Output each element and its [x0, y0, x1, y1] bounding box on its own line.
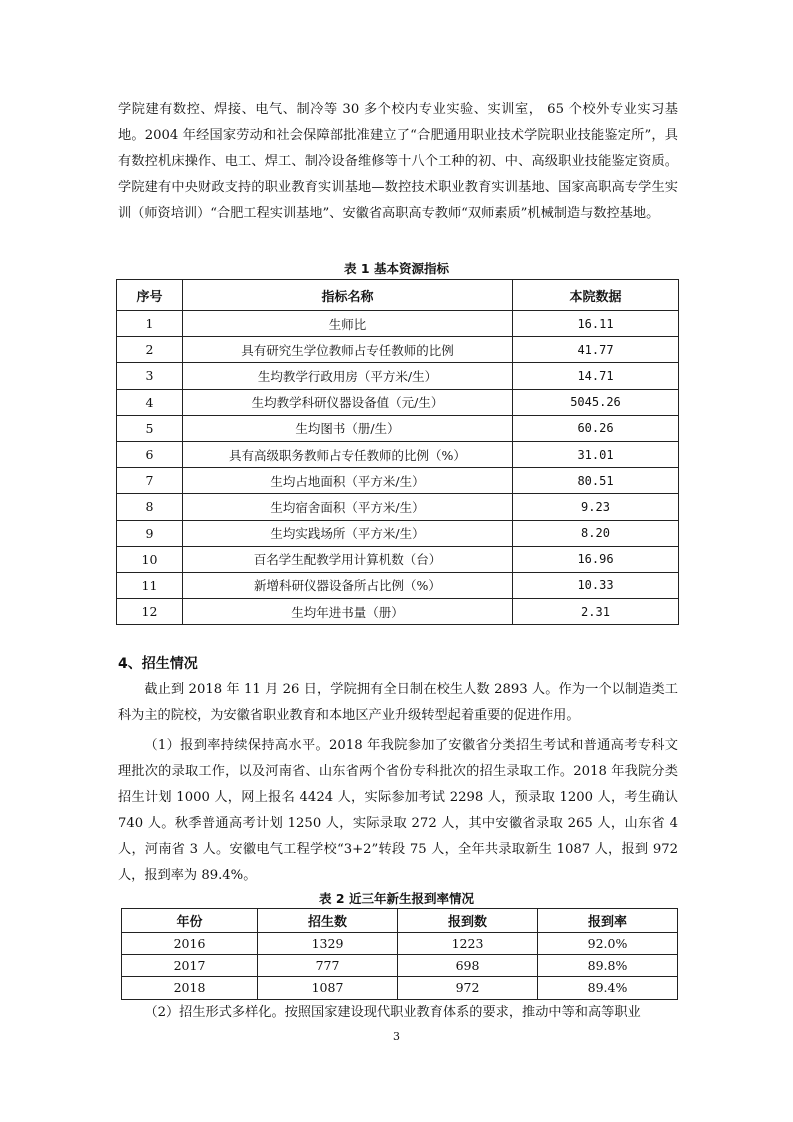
rate-cell: 92.0% — [538, 933, 678, 955]
indicator-cell: 生均占地面积（平方米/生） — [183, 468, 513, 494]
table-row — [122, 955, 678, 977]
rate-cell: 89.4% — [538, 977, 678, 999]
indicator-cell: 生均教学科研仪器设备值（元/生） — [183, 389, 513, 415]
table-row — [117, 441, 679, 467]
indicator-cell: 具有高级职务教师占专任教师的比例（%） — [183, 441, 513, 467]
enrollment-paragraph: 截止到 2018 年 11 月 26 日，学院拥有全日制在校生人数 2893 人。作为一个以制造类工科为主的院校，为安徽省职业教育和本地区产业升级转型起着重要的促进作用。 — [118, 682, 678, 723]
index-cell: 11 — [117, 572, 183, 598]
index-cell: 2 — [117, 337, 183, 363]
value-cell: 5045.26 — [513, 389, 679, 415]
header-cell: 序号 — [117, 280, 183, 311]
table-row — [117, 468, 679, 494]
indicator-cell: 生均教学行政用房（平方米/生） — [183, 363, 513, 389]
year-cell: 2018 — [122, 977, 258, 999]
index-cell: 5 — [117, 415, 183, 441]
header-cell: 报到率 — [538, 909, 678, 933]
table-row — [117, 415, 679, 441]
indicator-cell: 生师比 — [183, 311, 513, 337]
index-cell: 4 — [117, 389, 183, 415]
table-row — [117, 520, 679, 546]
indicator-cell: 百名学生配教学用计算机数（台） — [183, 546, 513, 572]
index-cell: 10 — [117, 546, 183, 572]
header-cell: 招生数 — [258, 909, 398, 933]
index-cell: 8 — [117, 494, 183, 520]
header-cell: 报到数 — [398, 909, 538, 933]
table-row — [117, 363, 679, 389]
year-cell: 2017 — [122, 955, 258, 977]
section-heading: 4、招生情况 — [118, 656, 198, 672]
reported-cell: 1223 — [398, 933, 538, 955]
table-row — [117, 311, 679, 337]
intro-paragraph: 学院建有数控、焊接、电气、制冷等 30 多个校内专业实验、实训室， 65 个校外专业实习基地。2004 年经国家劳动和社会保障部批准建立了“合肥通用职业技术学院职业技能鉴定所”，具有数控机床操作、电工、焊工、制冷设备维修等十八个工种的初、中、高级职业技能鉴定资质。学院建有中央财政支持的职业教育实训基地—数控技术职业教育实训基地、国家高职高专学生实训（师资培训）“合肥工程实训基地”、安徽省高职高专教师“双师素质”机械制造与数控基地。 — [118, 102, 678, 221]
report-rate-table — [121, 908, 678, 1000]
value-cell: 2.31 — [513, 599, 679, 625]
indicator-cell: 具有研究生学位教师占专任教师的比例 — [183, 337, 513, 363]
table-row — [117, 546, 679, 572]
indicator-cell: 新增科研仪器设备所占比例（%） — [183, 572, 513, 598]
header-cell: 本院数据 — [513, 280, 679, 311]
table-row — [117, 389, 679, 415]
indicator-cell: 生均实践场所（平方米/生） — [183, 520, 513, 546]
table1-caption: 表 1 基本资源指标 — [344, 261, 449, 276]
table-row — [117, 494, 679, 520]
header-cell: 年份 — [122, 909, 258, 933]
rate-cell: 89.8% — [538, 955, 678, 977]
enrolled-cell: 1087 — [258, 977, 398, 999]
value-cell: 14.71 — [513, 363, 679, 389]
value-cell: 10.33 — [513, 572, 679, 598]
index-cell: 3 — [117, 363, 183, 389]
enrolled-cell: 777 — [258, 955, 398, 977]
value-cell: 80.51 — [513, 468, 679, 494]
reported-cell: 698 — [398, 955, 538, 977]
table-header-row — [122, 909, 678, 933]
value-cell: 60.26 — [513, 415, 679, 441]
index-cell: 1 — [117, 311, 183, 337]
value-cell: 9.23 — [513, 494, 679, 520]
value-cell: 16.96 — [513, 546, 679, 572]
table-header-row — [117, 280, 679, 311]
table-row — [117, 337, 679, 363]
indicator-cell: 生均年进书量（册） — [183, 599, 513, 625]
value-cell: 41.77 — [513, 337, 679, 363]
enrolled-cell: 1329 — [258, 933, 398, 955]
header-cell: 指标名称 — [183, 280, 513, 311]
table-row — [117, 572, 679, 598]
value-cell: 8.20 — [513, 520, 679, 546]
index-cell: 6 — [117, 441, 183, 467]
indicator-cell: 生均图书（册/生） — [183, 415, 513, 441]
index-cell: 9 — [117, 520, 183, 546]
table-row — [122, 977, 678, 999]
year-cell: 2016 — [122, 933, 258, 955]
table-row — [117, 599, 679, 625]
recruitment-forms-paragraph: （2）招生形式多样化。按照国家建设现代职业教育体系的要求，推动中等和高等职业 — [144, 1005, 641, 1020]
indicator-cell: 生均宿舍面积（平方米/生） — [183, 494, 513, 520]
table2-caption: 表 2 近三年新生报到率情况 — [319, 891, 474, 906]
reported-cell: 972 — [398, 977, 538, 999]
index-cell: 12 — [117, 599, 183, 625]
table-row — [122, 933, 678, 955]
value-cell: 31.01 — [513, 441, 679, 467]
value-cell: 16.11 — [513, 311, 679, 337]
report-rate-paragraph: （1）报到率持续保持高水平。2018 年我院参加了安徽省分类招生考试和普通高考专科文理批次的录取工作，以及河南省、山东省两个省份专科批次的招生录取工作。2018 年我院分类招生计划 1000 人，网上报名 4424 人，实际参加考试 2298 人，预录取 1200 人，考生确认 740 人。秋季普通高考计划 1250 人，实际录取 272 人，其中安徽省录取 265 人，山东省 4 人，河南省 3 人。安徽电气工程学校“3+2”转段 75 人，全年共录取新生 1087 人，报到 972 人，报到率为 89.4%。 — [118, 738, 678, 883]
index-cell: 7 — [117, 468, 183, 494]
page-number: 3 — [393, 1030, 400, 1043]
basic-resource-table — [116, 279, 679, 625]
